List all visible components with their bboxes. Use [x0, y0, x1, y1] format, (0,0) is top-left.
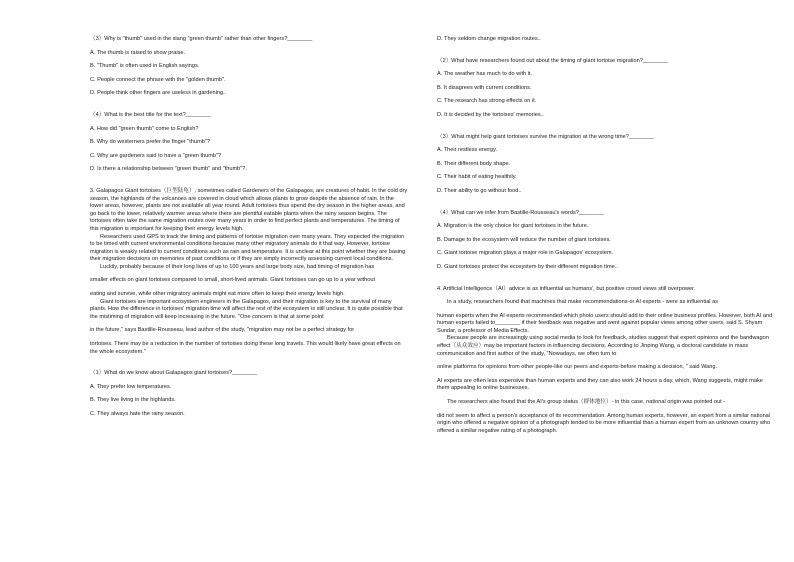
- question-3-option-c: C. People connect the phrase with the "golden thumb".: [90, 76, 226, 83]
- passage-3-line: smaller effects on giant tortoises compared to small, short-lived animals. Giant tortoises can go up to a year without: [90, 277, 376, 284]
- passage-3-line: in the future," says Bastille-Rousseau, lead author of the study, "migration may not be a perfect strategy for: [90, 327, 355, 334]
- passage-4-paragraph-2: Because people are increasingly using social media to look for feedback, studies suggest that expert opinions and the bandwagon effect（从众效应）may be important factors in influencing decisions. According to Jinping Wang, a doctoral candidate in mass communication and first author of the study, "Nowadays, we often turn to: [437, 335, 769, 357]
- passage-4-paragraph-1-cont: human experts when the AI experts recommended which photo users should add to their online business profiles. However, both AI and human experts failed to________ if their feedback was negative and went against popular views among other users, said S. Shyam Sundar, a professor of Media Effects.: [437, 312, 773, 334]
- passage-3-paragraph-4: Giant tortoises are important ecosystem engineers in the Galapagos, and their migration is key to the survival of many plants. How the difference in tortoises' migration time will affect the rest of the ecosystem is still unclear. It is quite possible that the mistiming of migration will keep increasing in the future. "One concern is that at some point: [90, 298, 403, 320]
- passage-4-paragraph-4-cont: did not seem to affect a person's acceptance of its recommendation. Among human experts, however, an expert from a similar national origin who offered a negative opinion of a photograph tended to be more influential than a human expert from an unknown country who offered a similar negative rating of a photograph.: [437, 412, 771, 434]
- question-4-option-d: D. Is there a relationship between "green thumb" and "thumb"?.: [90, 166, 247, 173]
- passage-3-paragraph-1: 3. Galapagos Giant tortoises（巨型陆龟）, sometimes called Gardeners of the Galapagos, are creatures of habit. In the cold dry season, the highlands of the volcanoes are covered in cloud which allows plants to grow despite the absence of rain. In the lower areas, however, plants are not available all year round. Adult tortoises thus spend the dry season in the higher areas, and go back to the lower, relatively warmer areas where there are plentiful eatable plants when the rainy season begins. The tortoises often take the same migration routes over many years in order to find perfect plants and temperatures. The timing of this migration is important for keeping their energy levels high.: [90, 187, 408, 232]
- question-4-option-c: C. Why are gardeners said to have a "green thumb"?: [90, 152, 222, 159]
- passage-4-line: online platforms for opinions from other people-like our peers and experts-before making a decision, " said Wang.: [437, 364, 718, 371]
- question-3-right-option-b: B. Their different body shape.: [437, 160, 511, 167]
- question-2-stem: （2）What have researchers found out about the timing of giant tortoise migration?________: [437, 57, 668, 64]
- question-3-right-option-a: A. Their restless energy.: [437, 147, 498, 154]
- passage-3-paragraph-2: Researchers used GPS to track the timing and patterns of tortoise migration over many years. They expected the migration to be timed with current environmental conditions because many other migratory animals do it that way. However, tortoise migration is weakly related to current conditions such as rain and temperature. It is unclear at this point whether they are basing their migration decisions on memories of past conditions or if they are simply incorrectly assessing current local conditions.: [90, 233, 406, 263]
- question-4-stem-right: （4）What can we infer from Bastille-Rousseau's words?________: [437, 209, 604, 216]
- question-4-option-a: A. How did "green thumb" come to English?: [90, 125, 199, 132]
- question-3-option-d: D. People think other fingers are useless in gardening..: [90, 90, 227, 97]
- passage-4-paragraph-3: AI experts are often less expensive than human experts and they can also work 24 hours a day, which, Wang suggests, might make them appealing to online businesses.: [437, 377, 763, 392]
- question-3-option-b: B. "Thumb" is often used in English sayings.: [90, 63, 200, 70]
- question-4-right-option-a: A. Migration is the only choice for giant tortoises in the future.: [437, 223, 589, 230]
- question-3-stem-right: （3）What might help giant tortoises survive the migration at the wrong time?________: [437, 133, 654, 140]
- question-1-stem: （1）What do we know about Galapagos giant tortoises?________: [90, 370, 257, 377]
- question-3-right-option-c: C. Their habit of eating healthily.: [437, 174, 517, 181]
- question-2-option-a: A. The weather has much to do with it.: [437, 71, 533, 78]
- question-1-option-d: D. They seldom change migration routes..: [437, 36, 541, 42]
- question-4-option-b: B. Why do westerners prefer the finger "thumb"?: [90, 139, 210, 146]
- question-2-option-b: B. It disagrees with current conditions.: [437, 84, 532, 91]
- question-2-option-c: C. The research has strong effects on it.: [437, 98, 537, 105]
- question-1-option-a: A. They prefer low temperatures.: [90, 383, 172, 390]
- left-column: [90, 36, 408, 419]
- question-3-option-a: A. The thumb is raised to show praise.: [90, 49, 186, 56]
- question-4-stem: （4）What is the best title for the text?________: [90, 111, 211, 118]
- question-2-option-d: D. It is decided by the tortoises' memories..: [437, 111, 544, 118]
- question-1-option-c: C. They always hate the rainy season.: [90, 411, 185, 417]
- question-3-right-option-d: D. Their ability to go without food..: [437, 187, 522, 194]
- question-4-right-option-b: B. Damage to the ecosystem will reduce the number of giant tortoises.: [437, 236, 611, 243]
- question-3-stem: （3）Why is "thumb" used in the slang "green thumb" rather than other fingers?________: [90, 36, 313, 42]
- question-1-option-b: B. They live living in the highlands.: [90, 397, 176, 404]
- passage-3-line: tortoises. There may be a reduction in the number of tortoises doing these long travels. This would likely have great effects on the whole ecosystem.": [90, 341, 401, 355]
- passage-4-paragraph-4: The researchers also found that the AI's group status（群体地位）- in this case, national origin was pointed out -: [447, 399, 726, 406]
- question-4-right-option-d: D. Giant tortoises protect the ecosystem by their different migration time..: [437, 263, 618, 270]
- right-column: [437, 36, 775, 435]
- question-4-right-option-c: C. Giant tortoise migration plays a major role in Galapagos' ecosystem.: [437, 250, 614, 257]
- passage-4-title: 4. Artificial Intelligence（AI）advice is as influential as humans', but positive crowd views still overpower.: [437, 285, 696, 292]
- passage-4-paragraph-1: In a study, researchers found that machines that make recommendations-or AI experts - were as influential as: [447, 299, 719, 306]
- passage-3-line: eating and survive, while other migratory animals might eat more often to keep their energy levels high.: [90, 291, 345, 298]
- passage-3-paragraph-3: Luckily, probably because of their long lives of up to 100 years and large body size, bad timing of migration has: [100, 263, 375, 270]
